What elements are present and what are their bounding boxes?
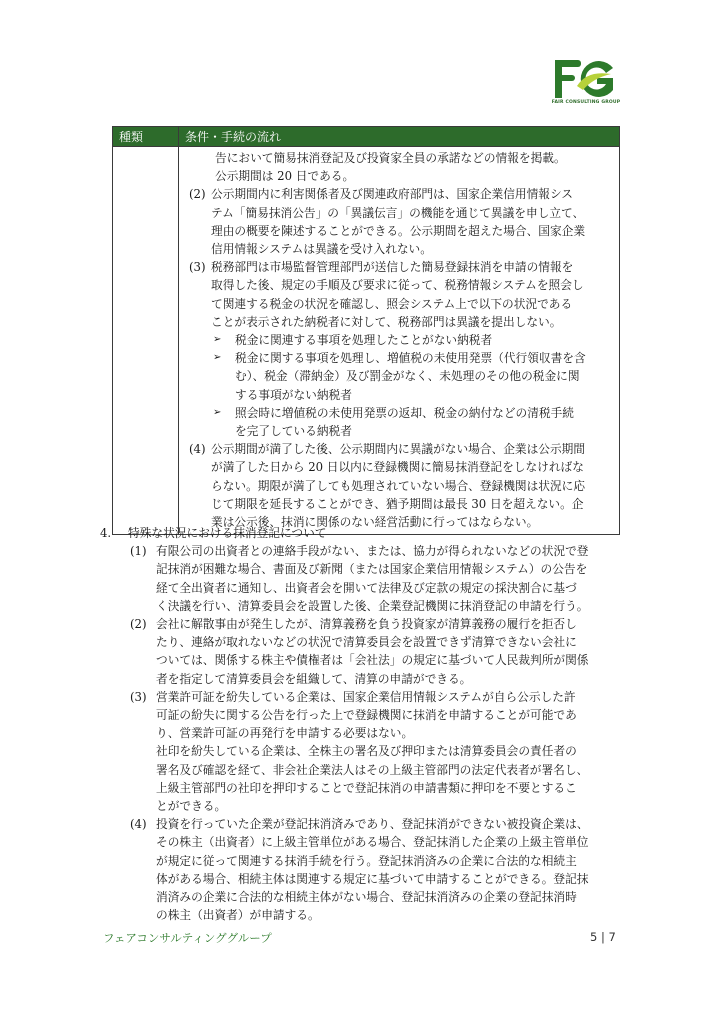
text-line: 公示期間が満了した後、公示期間内に異議がない場合、企業は公示期間 <box>211 442 586 457</box>
text-line: 税金に関連する事項を処理したことがない納税者 <box>235 333 493 348</box>
text-line: じて期限を延長することができ、猶予期間は最長 30 日を超えない。企 <box>211 496 584 511</box>
section-special-cases <box>100 524 625 924</box>
text-line: 有限公司の出資者との連絡手段がない、または、協力が得られないなどの状況で登 <box>156 544 589 559</box>
list-item <box>100 542 625 615</box>
text-line: 業は公示後、抹消に関係のない経営活動に行ってはならない。 <box>211 515 539 530</box>
bullet-item <box>189 349 615 404</box>
text-line: 消済みの企業に合法的な相続主体がない場合、登記抹消済みの企業の登記抹消時 <box>156 890 577 905</box>
text-line: の株主（出資者）が申請する。 <box>156 908 320 923</box>
section-number: 4. <box>100 526 112 540</box>
text-line: 照会時に増値税の未使用発票の返却、税金の納付などの清税手続 <box>235 405 574 420</box>
text-line: 者を指定して清算委員会を組織して、清算の申請ができる。 <box>156 671 472 686</box>
text-line: を完了している納税者 <box>235 424 352 439</box>
text-line: む）、税金（滞納金）及び罰金がなく、未処理のその他の税金に関 <box>235 369 580 384</box>
text-line: たり、連絡が取れないなどの状況で清算委員会を設置できず清算できない会社に <box>156 635 577 650</box>
text-line: 経て全出資者に通知し、出資者会を開いて法律及び定款の規定の採決割合に基づ <box>156 580 577 595</box>
type-cell <box>113 147 179 535</box>
text-line: 体がある場合、相続主体は関連する規定に基づいて申請することができる。登記抹 <box>156 871 589 886</box>
text-line: 公示期間内に利害関係者及び関連政府部門は、国家企業信用情報シス <box>211 187 573 202</box>
item-marker: (3) <box>189 260 206 275</box>
list-item <box>100 615 625 688</box>
text-line: 署名及び確認を経て、非会社企業法人はその上級主管部門の法定代表者が署名し、 <box>156 762 589 777</box>
arrow-bullet-icon: ➢ <box>213 352 222 364</box>
arrow-bullet-icon: ➢ <box>213 406 222 418</box>
text-line: らない。期限が満了しても処理されていない場合、登録機関は状況に応 <box>211 478 586 493</box>
text-line: り、営業許可証の再発行を申請する必要はない。 <box>156 726 414 741</box>
text-line: が規定に従って関連する抹消手続を行う。登記抹消済みの企業に合法的な相続主 <box>156 853 577 868</box>
text-line: 税務部門は市場監督管理部門が送信した簡易登録抹消を申請の情報を <box>211 260 574 275</box>
text-line: 社印を紛失している企業は、全株主の署名及び押印または清算委員会の責任者の <box>156 744 577 759</box>
item-marker: (2) <box>189 187 206 202</box>
logo-caption: FAIR CONSULTING GROUP <box>551 100 621 105</box>
text-line: 信用情報システムは異議を受け入れない。 <box>211 242 432 257</box>
fair-consulting-logo-icon <box>553 56 619 106</box>
item-marker: (1) <box>130 544 147 559</box>
text-line: その株主（出資者）に上級主管単位がある場合、登記抹消した企業の上級主管単位 <box>156 835 589 850</box>
text-line: 会社に解散事由が発生したが、清算義務を負う投資家が清算義務の履行を拒否し <box>156 617 577 632</box>
text-line: とができる。 <box>156 799 227 814</box>
text-line: 営業許可証を紛失している企業は、国家企業信用情報システムが自ら公示した許 <box>156 689 576 704</box>
text-line: 告において簡易抹消登記及び投資家全員の承諾などの情報を掲載。 <box>215 151 566 165</box>
text-line: テム「簡易抹消公告」の「異議伝言」の機能を通じて異議を申し立て、 <box>211 205 585 220</box>
text-line: 投資を行っていた企業が登記抹消済みであり、登記抹消ができない被投資企業は、 <box>156 817 589 832</box>
text-line: 上級主管部門の社印を押印することで登記抹消の申請書類に押印を不要とするこ <box>156 780 577 795</box>
section-heading <box>100 524 625 542</box>
footer-company-name: フェアコンサルティンググループ <box>103 931 272 945</box>
conditions-table <box>112 126 620 535</box>
text-line: ことが表示された納税者に対して、税務部門は異議を提出しない。 <box>211 314 562 329</box>
header-type: 種類 <box>113 127 179 147</box>
text-line: 可証の紛失に関する公告を行った上で登録機関に抹消を申請することが可能であ <box>156 708 577 723</box>
item-marker: (4) <box>130 817 147 832</box>
text-line: 公示期間は 20 日である。 <box>215 169 355 184</box>
text-line: く決議を行い、清算委員会を設置した後、企業登記機関に抹消登記の申請を行う。 <box>156 598 589 613</box>
list-item <box>189 185 615 258</box>
bullet-item <box>189 404 615 440</box>
list-item <box>100 815 625 924</box>
text-line: 税金に関する事項を処理し、増値税の未使用発票（代行領収書を含 <box>235 351 586 366</box>
item-marker: (4) <box>189 442 206 457</box>
list-item <box>189 440 615 531</box>
conditions-cell <box>179 147 620 535</box>
text-line: 記抹消が困難な場合、書面及び新聞（または国家企業信用情報システム）の公告を <box>156 562 588 577</box>
text-line: する事項がない納税者 <box>235 387 352 402</box>
text-line: ついては、関係する株主や債権者は「会社法」の規定に基づいて人民裁判所が関係 <box>156 653 589 668</box>
list-item <box>100 688 625 815</box>
header-conditions: 条件・手続の流れ <box>179 127 620 147</box>
list-item <box>189 258 615 331</box>
table-header-row <box>113 127 620 147</box>
text-line: て関連する税金の状況を確認し、照会システム上で以下の状況である <box>211 296 573 311</box>
section-title: 特殊な状況における抹消登記について <box>128 526 327 540</box>
text-line: 理由の概要を陳述することができる。公示期間を超えた場合、国家企業 <box>211 223 586 238</box>
arrow-bullet-icon: ➢ <box>213 334 222 346</box>
text-line: 取得した後、規定の手順及び要求に従って、税務情報システムを照会し <box>211 278 584 293</box>
bullet-item <box>189 331 615 349</box>
page-number: 5 | 7 <box>590 930 616 944</box>
text-line: が満了した日から 20 日以内に登録機関に簡易抹消登記をしなければな <box>211 460 584 475</box>
item-marker: (2) <box>130 617 147 632</box>
table-row <box>113 147 620 535</box>
item-marker: (3) <box>130 689 147 704</box>
